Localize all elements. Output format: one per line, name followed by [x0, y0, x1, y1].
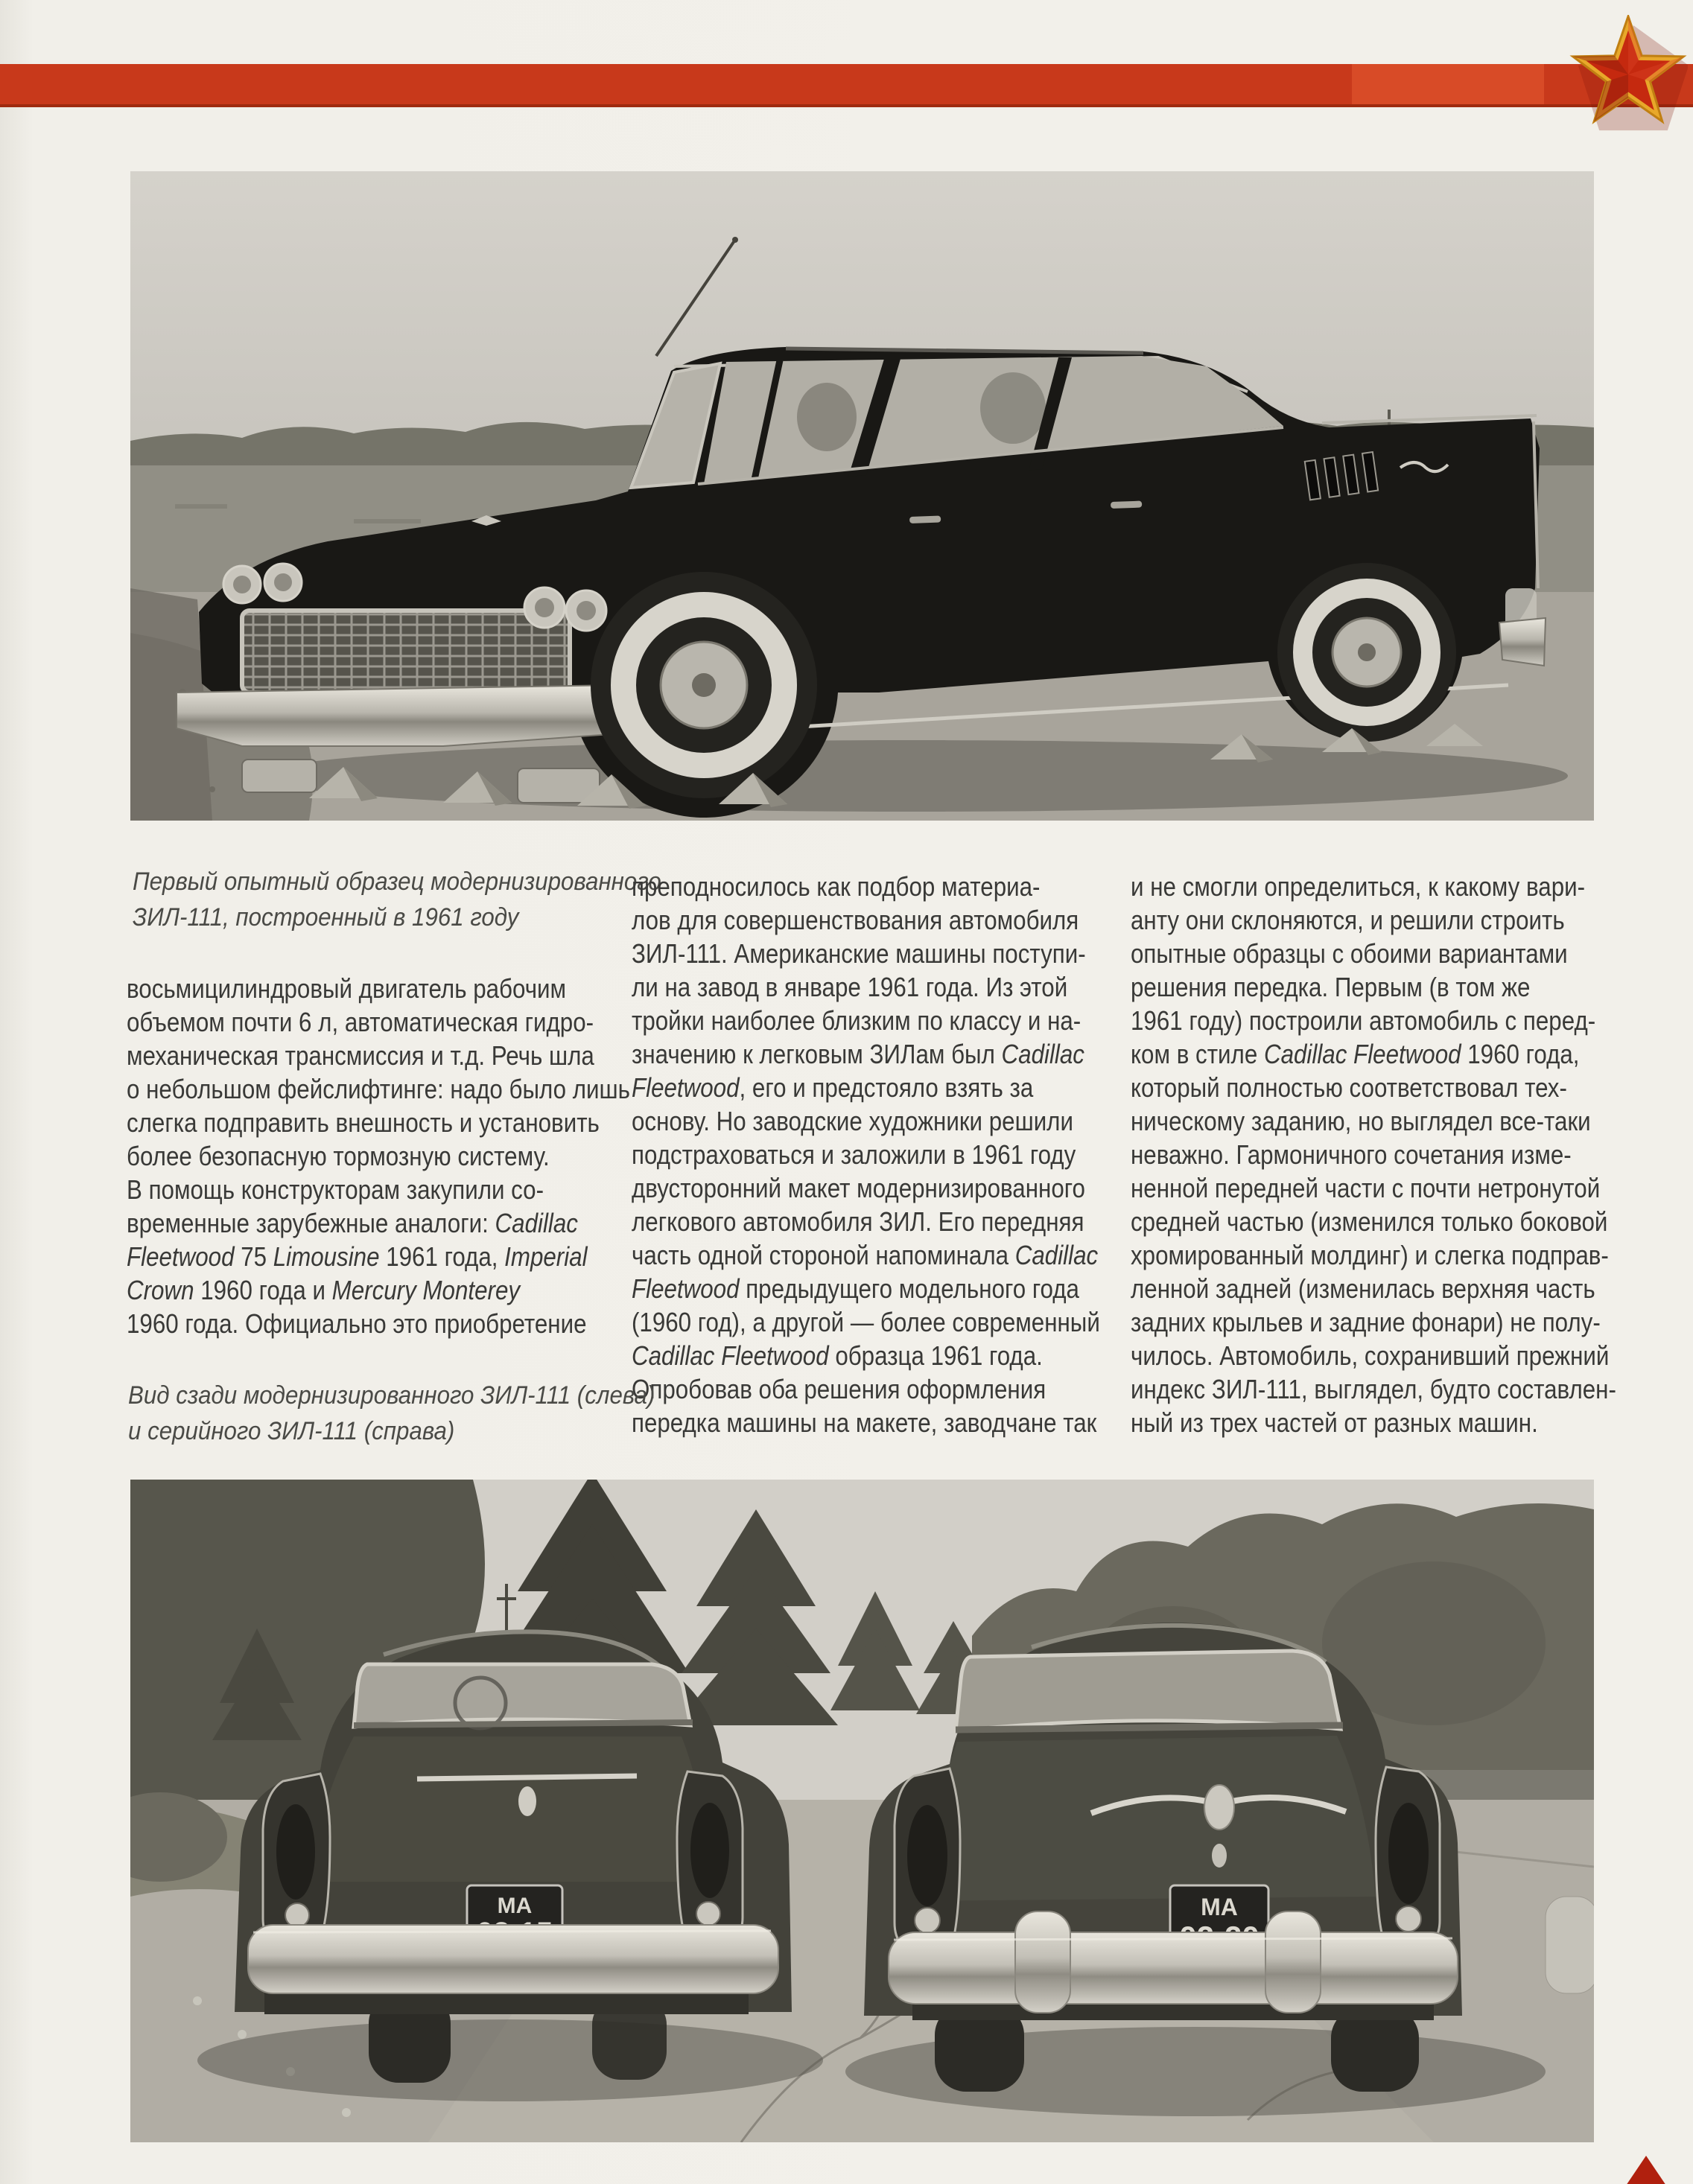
- chrome-grille: [242, 611, 570, 693]
- text-line: ный из трех частей от разных машин.: [1131, 1407, 1538, 1438]
- header-red-band-light-segment: [1352, 64, 1544, 104]
- text-line: передка машины на макете, заводчане так: [632, 1407, 1097, 1438]
- text-line: чилось. Автомобиль, сохранивший прежний: [1131, 1340, 1610, 1371]
- text-line: анту они склоняются, и решили строить: [1131, 905, 1565, 935]
- bumper-guard: [1015, 1911, 1070, 2013]
- body-column-2: [632, 870, 1100, 1439]
- text-line: неважно. Гармоничного сочетания изме-: [1131, 1139, 1572, 1170]
- rear-window: [354, 1664, 690, 1727]
- text-line: объемом почти 6 л, автоматическая гидро-: [127, 1007, 594, 1037]
- text-line: Первый опытный образец модернизированного: [133, 867, 661, 896]
- text-line: ком в стиле Cadillac Fleetwood 1960 года,: [1131, 1039, 1580, 1069]
- text-line: подстраховаться и заложили в 1961 году: [632, 1139, 1076, 1170]
- text-line: о небольшом фейслифтинге: надо было лишь: [127, 1074, 630, 1104]
- text-line: и серийного ЗИЛ-111 (справа): [128, 1417, 455, 1445]
- text-line: Fleetwood 75 Limousine 1961 года, Imperial: [127, 1241, 588, 1272]
- text-line: (1960 год), а другой — более современный: [632, 1307, 1100, 1337]
- text-line: Cadillac Fleetwood образца 1961 года.: [632, 1340, 1043, 1371]
- trunk-chrome-spear: [417, 1776, 637, 1779]
- text-line: временные зарубежные аналоги: Cadillac: [127, 1208, 578, 1238]
- text-line: механическая трансмиссия и т.д. Речь шла: [127, 1040, 594, 1071]
- text-line: ненной передней части с почти нетронутой: [1131, 1173, 1601, 1203]
- text-line: часть одной стороной напоминала Cadillac: [632, 1240, 1099, 1270]
- text-line: ническому заданию, но выглядел все-таки: [1131, 1106, 1591, 1136]
- text-line: хромированный молдинг) и слегка подправ-: [1131, 1240, 1609, 1270]
- rear-bumper: [889, 1932, 1458, 2004]
- photo1-caption: [133, 864, 661, 935]
- rear-wheel: [1277, 563, 1456, 742]
- photo-zil111-rear-pair: [130, 1480, 1594, 2142]
- text-line: Опробовав оба решения оформления: [632, 1374, 1046, 1404]
- text-line: задних крыльев и задние фонари) не полу-: [1131, 1307, 1601, 1337]
- text-line: индекс ЗИЛ-111, выглядел, будто составлен-: [1131, 1374, 1616, 1404]
- text-line: легкового автомобиля ЗИЛ. Его передняя: [632, 1206, 1084, 1237]
- text-line: опытные образцы с обоими вариантами: [1131, 938, 1568, 969]
- text-line: тройки наиболее близким по классу и на-: [632, 1005, 1081, 1036]
- svg-text:МА: МА: [1201, 1894, 1238, 1920]
- body-column-1: [127, 972, 630, 1340]
- text-line: Fleetwood, его и предстояло взять за: [632, 1072, 1034, 1103]
- photo2-caption: [128, 1378, 655, 1449]
- red-star-icon: [1569, 15, 1688, 136]
- text-line: двусторонний макет модернизированного: [632, 1173, 1085, 1203]
- header-red-band: [0, 64, 1693, 107]
- svg-text:МА: МА: [497, 1894, 533, 1918]
- text-line: Вид сзади модернизированного ЗИЛ-111 (слева): [128, 1381, 655, 1410]
- roadside-object: [1546, 1897, 1594, 1993]
- text-line: 1961 году) построили автомобиль с перед-: [1131, 1005, 1596, 1036]
- text-line: ли на завод в январе 1961 года. Из этой: [632, 972, 1068, 1002]
- front-bumper: [177, 685, 622, 746]
- text-line: значению к легковым ЗИЛам был Cadillac: [632, 1039, 1084, 1069]
- text-line: ленной задней (изменилась верхняя часть: [1131, 1273, 1595, 1304]
- text-line: и не смогли определиться, к какому вари-: [1131, 871, 1586, 902]
- text-line: В помощь конструкторам закупили со-: [127, 1174, 544, 1205]
- text-line: основу. Но заводские художники решили: [632, 1106, 1073, 1136]
- text-line: который полностью соответствовал тех-: [1131, 1072, 1567, 1103]
- page-corner-marker: [1626, 2156, 1666, 2184]
- bumper-guard: [1265, 1911, 1321, 2013]
- text-line: слегка подправить внешность и установить: [127, 1107, 600, 1138]
- text-line: Fleetwood предыдущего модельного года: [632, 1273, 1079, 1304]
- text-line: Crown 1960 года и Mercury Monterey: [127, 1275, 521, 1305]
- photo-zil111-side-view: [130, 171, 1594, 821]
- text-line: решения передка. Первым (в том же: [1131, 972, 1531, 1002]
- text-line: восьмицилиндровый двигатель рабочим: [127, 973, 567, 1004]
- text-line: 1960 года. Официально это приобретение: [127, 1308, 587, 1339]
- front-wheel: [591, 572, 817, 798]
- text-line: преподносилось как подбор материа-: [632, 871, 1041, 902]
- text-line: более безопасную тормозную систему.: [127, 1141, 550, 1171]
- rear-window: [956, 1651, 1341, 1731]
- rear-bumper: [248, 1925, 778, 1993]
- text-line: ЗИЛ-111, построенный в 1961 году: [133, 903, 519, 932]
- text-line: средней частью (изменился только боковой: [1131, 1206, 1608, 1237]
- text-line: ЗИЛ-111. Американские машины поступи-: [632, 938, 1086, 969]
- body-column-3: [1131, 870, 1616, 1439]
- text-line: лов для совершенствования автомобиля: [632, 905, 1079, 935]
